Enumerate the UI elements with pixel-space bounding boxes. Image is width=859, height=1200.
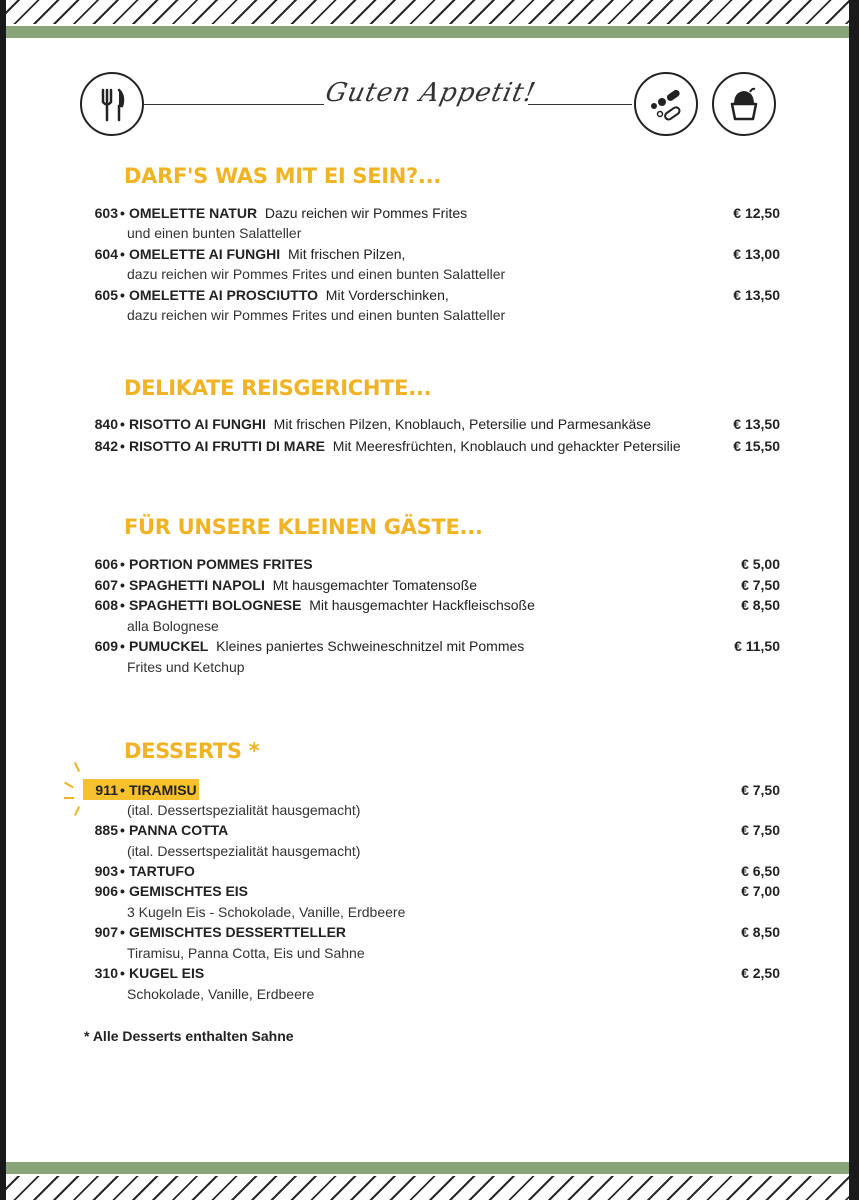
item-price: € 12,50 xyxy=(733,205,780,221)
item-price: € 13,50 xyxy=(733,416,780,432)
item-description: Mit Vorderschinken, xyxy=(325,287,449,303)
dessert-cup-icon xyxy=(712,72,776,136)
menu-item-911: 911 • TIRAMISU € 7,50 xyxy=(80,782,780,802)
menu-item-885: 885 • PANNA COTTA € 7,50 xyxy=(80,822,780,842)
item-price: € 7,50 xyxy=(741,822,780,838)
menu-item-607: 607 • SPAGHETTI NAPOLI Mt hausgemachter Tomatensoße € 7,50 xyxy=(80,577,780,597)
item-number: 906 xyxy=(94,883,118,899)
item-name: PANNA COTTA xyxy=(129,822,229,838)
item-description: Kleines paniertes Schweineschnitzel mit Pommes xyxy=(216,638,525,654)
item-number: 607 xyxy=(94,577,118,593)
item-price: € 7,50 xyxy=(741,782,780,798)
item-number: 603 xyxy=(94,205,118,221)
item-description-line2: Schokolade, Vanille, Erdbeere xyxy=(127,986,315,1002)
item-name: SPAGHETTI BOLOGNESE xyxy=(129,597,302,613)
item-description-line2: Tiramisu, Panna Cotta, Eis und Sahne xyxy=(127,945,365,961)
section-title-kids: FÜR UNSERE KLEINEN GÄSTE... xyxy=(124,515,483,539)
section-title-rice: DELIKATE REISGERICHTE... xyxy=(124,376,432,400)
highlight-ray xyxy=(74,762,80,772)
menu-header xyxy=(80,70,780,140)
item-number: 310 xyxy=(94,965,118,981)
item-number: 840 xyxy=(94,416,118,432)
top-hatch-border xyxy=(6,0,849,24)
item-price: € 7,50 xyxy=(741,577,780,593)
menu-item-907: 907 • GEMISCHTES DESSERTTELLER € 8,50 xyxy=(80,924,780,944)
item-price: € 15,50 xyxy=(733,438,780,454)
item-name: KUGEL EIS xyxy=(129,965,205,981)
item-price: € 8,50 xyxy=(741,924,780,940)
item-name: GEMISCHTES EIS xyxy=(129,883,249,899)
item-description-line2: 3 Kugeln Eis - Schokolade, Vanille, Erdbeere xyxy=(127,904,406,920)
item-name: RISOTTO AI FRUTTI DI MARE xyxy=(129,438,325,454)
bottom-hatch-border xyxy=(6,1176,849,1200)
menu-page xyxy=(6,0,849,1200)
item-name: PUMUCKEL xyxy=(129,638,209,654)
item-number: 605 xyxy=(94,287,118,303)
menu-item-608: 608 • SPAGHETTI BOLOGNESE Mit hausgemachter Hackfleischsoße € 8,50 xyxy=(80,597,780,617)
highlight-ray xyxy=(64,782,74,789)
item-number: 609 xyxy=(94,638,118,654)
section-title-egg: DARF'S WAS MIT EI SEIN?... xyxy=(124,164,441,188)
item-price: € 6,50 xyxy=(741,863,780,879)
ingredients-icon xyxy=(634,72,698,136)
fork-knife-icon xyxy=(80,72,144,136)
item-price: € 8,50 xyxy=(741,597,780,613)
item-price: € 2,50 xyxy=(741,965,780,981)
menu-item-604: 604 • OMELETTE AI FUNGHI Mit frischen Pilzen, € 13,00 xyxy=(80,246,780,266)
item-description-line2: und einen bunten Salatteller xyxy=(127,225,302,241)
menu-item-903: 903 • TARTUFO € 6,50 xyxy=(80,863,780,883)
item-number: 903 xyxy=(94,863,118,879)
item-description: Mit frischen Pilzen, Knoblauch, Petersilie und Parmesankäse xyxy=(273,416,652,432)
item-description: Mit Meeresfrüchten, Knoblauch und gehackter Petersilie xyxy=(332,438,681,454)
item-description-line2: alla Bolognese xyxy=(127,618,219,634)
item-number: 606 xyxy=(94,556,118,572)
menu-item-605: 605 • OMELETTE AI PROSCIUTTO Mit Vorderschinken, € 13,50 xyxy=(80,287,780,307)
item-name: OMELETTE AI PROSCIUTTO xyxy=(129,287,319,303)
item-name: RISOTTO AI FUNGHI xyxy=(129,416,266,432)
item-name: TIRAMISU xyxy=(129,782,197,798)
menu-item-906: 906 • GEMISCHTES EIS € 7,00 xyxy=(80,883,780,903)
item-price: € 13,00 xyxy=(733,246,780,262)
bottom-green-band xyxy=(6,1162,849,1174)
item-description-line2: (ital. Dessertspezialität hausgemacht) xyxy=(127,802,361,818)
item-description: Mt hausgemachter Tomatensoße xyxy=(272,577,478,593)
item-description-line2: Frites und Ketchup xyxy=(127,659,245,675)
highlight-ray xyxy=(74,806,80,816)
item-description-line2: dazu reichen wir Pommes Frites und einen bunten Salatteller xyxy=(127,307,506,323)
header-rule-left xyxy=(144,104,324,105)
item-description: Mit frischen Pilzen, xyxy=(287,246,406,262)
item-price: € 11,50 xyxy=(734,638,780,654)
desserts-footnote: * Alle Desserts enthalten Sahne xyxy=(84,1028,294,1044)
menu-item-842: 842 • RISOTTO AI FRUTTI DI MARE Mit Meeresfrüchten, Knoblauch und gehackter Petersilie € 15,50 xyxy=(80,438,780,458)
item-description-line2: dazu reichen wir Pommes Frites und einen bunten Salatteller xyxy=(127,266,506,282)
item-number: 604 xyxy=(94,246,118,262)
item-description-line2: (ital. Dessertspezialität hausgemacht) xyxy=(127,843,361,859)
item-number: 907 xyxy=(94,924,118,940)
menu-item-603: 603 • OMELETTE NATUR Dazu reichen wir Pommes Frites € 12,50 xyxy=(80,205,780,225)
item-number: 842 xyxy=(94,438,118,454)
menu-item-840: 840 • RISOTTO AI FUNGHI Mit frischen Pilzen, Knoblauch, Petersilie und Parmesankäse € 13,50 xyxy=(80,416,780,436)
item-price: € 7,00 xyxy=(741,883,780,899)
menu-item-606: 606 • PORTION POMMES FRITES € 5,00 xyxy=(80,556,780,576)
item-name: GEMISCHTES DESSERTTELLER xyxy=(129,924,347,940)
item-description: Dazu reichen wir Pommes Frites xyxy=(264,205,468,221)
item-number: 608 xyxy=(94,597,118,613)
highlight-ray xyxy=(64,797,74,799)
top-green-band xyxy=(6,26,849,38)
item-number: 885 xyxy=(94,822,118,838)
item-price: € 5,00 xyxy=(741,556,780,572)
item-name: PORTION POMMES FRITES xyxy=(129,556,313,572)
menu-item-609: 609 • PUMUCKEL Kleines paniertes Schweineschnitzel mit Pommes € 11,50 xyxy=(80,638,780,658)
item-number: 911 xyxy=(95,782,118,798)
item-name: TARTUFO xyxy=(129,863,195,879)
section-title-desserts: DESSERTS * xyxy=(124,739,260,763)
header-rule-right xyxy=(528,104,632,105)
item-name: OMELETTE AI FUNGHI xyxy=(129,246,281,262)
item-price: € 13,50 xyxy=(733,287,780,303)
script-title: Guten Appetit! xyxy=(322,78,539,108)
menu-item-310: 310 • KUGEL EIS € 2,50 xyxy=(80,965,780,985)
item-name: OMELETTE NATUR xyxy=(129,205,258,221)
item-name: SPAGHETTI NAPOLI xyxy=(129,577,265,593)
item-description: Mit hausgemachter Hackfleischsoße xyxy=(309,597,535,613)
